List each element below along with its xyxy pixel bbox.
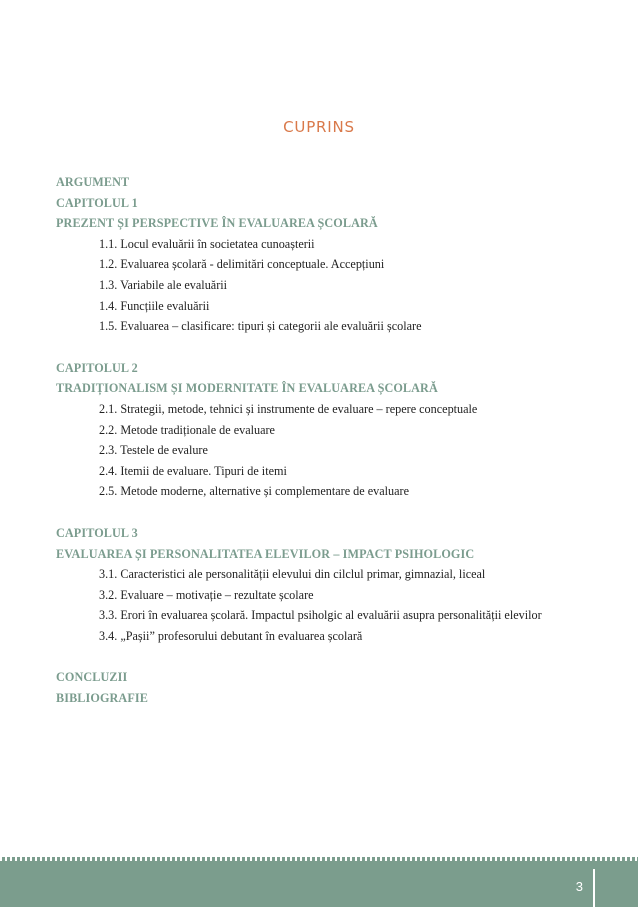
toc-item-2-3[interactable]: 2.3. Testele de evalure bbox=[99, 443, 208, 458]
toc-item-3-1[interactable]: 3.1. Caracteristici ale personalității elevului din cilclul primar, gimnazial, liceal bbox=[99, 567, 486, 582]
perforated-border bbox=[0, 857, 638, 861]
page-title: CUPRINS bbox=[283, 118, 355, 136]
chapter-3-label[interactable]: CAPITOLUL 3 bbox=[56, 525, 138, 540]
toc-item-2-5[interactable]: 2.5. Metode moderne, alternative și complementare de evaluare bbox=[99, 484, 409, 499]
toc-item-1-2[interactable]: 1.2. Evaluarea școlară - delimitări conceptuale. Accepțiuni bbox=[99, 257, 385, 272]
chapter-2-label[interactable]: CAPITOLUL 2 bbox=[56, 360, 138, 375]
table-of-contents bbox=[56, 172, 618, 709]
toc-item-3-3[interactable]: 3.3. Erori în evaluarea școlară. Impactul psiholgic al evaluării asupra personalității elevilor bbox=[99, 608, 542, 623]
chapter-1-heading[interactable]: PREZENT ȘI PERSPECTIVE ÎN EVALUAREA ȘCOLARĂ bbox=[56, 216, 378, 231]
toc-bibliography[interactable]: BIBLIOGRAFIE bbox=[56, 691, 148, 706]
toc-conclusions[interactable]: CONCLUZII bbox=[56, 670, 128, 685]
toc-item-1-4[interactable]: 1.4. Funcțiile evaluării bbox=[99, 298, 210, 313]
page-number: 3 bbox=[575, 879, 583, 894]
toc-item-1-1[interactable]: 1.1. Locul evaluării în societatea cunoașterii bbox=[99, 236, 315, 251]
page-number-divider bbox=[593, 869, 595, 907]
section-spacer bbox=[56, 337, 618, 358]
toc-item-2-2[interactable]: 2.2. Metode tradiționale de evaluare bbox=[99, 422, 275, 437]
chapter-3-heading[interactable]: EVALUAREA ȘI PERSONALITATEA ELEVILOR – IMPACT PSIHOLOGIC bbox=[56, 546, 475, 561]
page-footer bbox=[0, 857, 638, 907]
toc-item-3-4[interactable]: 3.4. „Pașii” profesorului debutant în evaluarea școlară bbox=[99, 628, 363, 643]
toc-argument[interactable]: ARGUMENT bbox=[56, 175, 130, 189]
toc-item-1-3[interactable]: 1.3. Variabile ale evaluării bbox=[99, 277, 228, 292]
toc-item-1-5[interactable]: 1.5. Evaluarea – clasificare: tipuri și categorii ale evaluării școlare bbox=[99, 319, 422, 334]
toc-item-2-4[interactable]: 2.4. Itemii de evaluare. Tipuri de itemi bbox=[99, 463, 287, 478]
chapter-1-label[interactable]: CAPITOLUL 1 bbox=[56, 195, 138, 210]
toc-item-3-2[interactable]: 3.2. Evaluare – motivație – rezultate școlare bbox=[99, 587, 314, 602]
section-spacer bbox=[56, 646, 618, 667]
toc-item-2-1[interactable]: 2.1. Strategii, metode, tehnici și instrumente de evaluare – repere conceptuale bbox=[99, 401, 478, 416]
chapter-2-heading[interactable]: TRADIȚIONALISM ȘI MODERNITATE ÎN EVALUAREA ȘCOLARĂ bbox=[56, 381, 438, 396]
section-spacer bbox=[56, 502, 618, 523]
